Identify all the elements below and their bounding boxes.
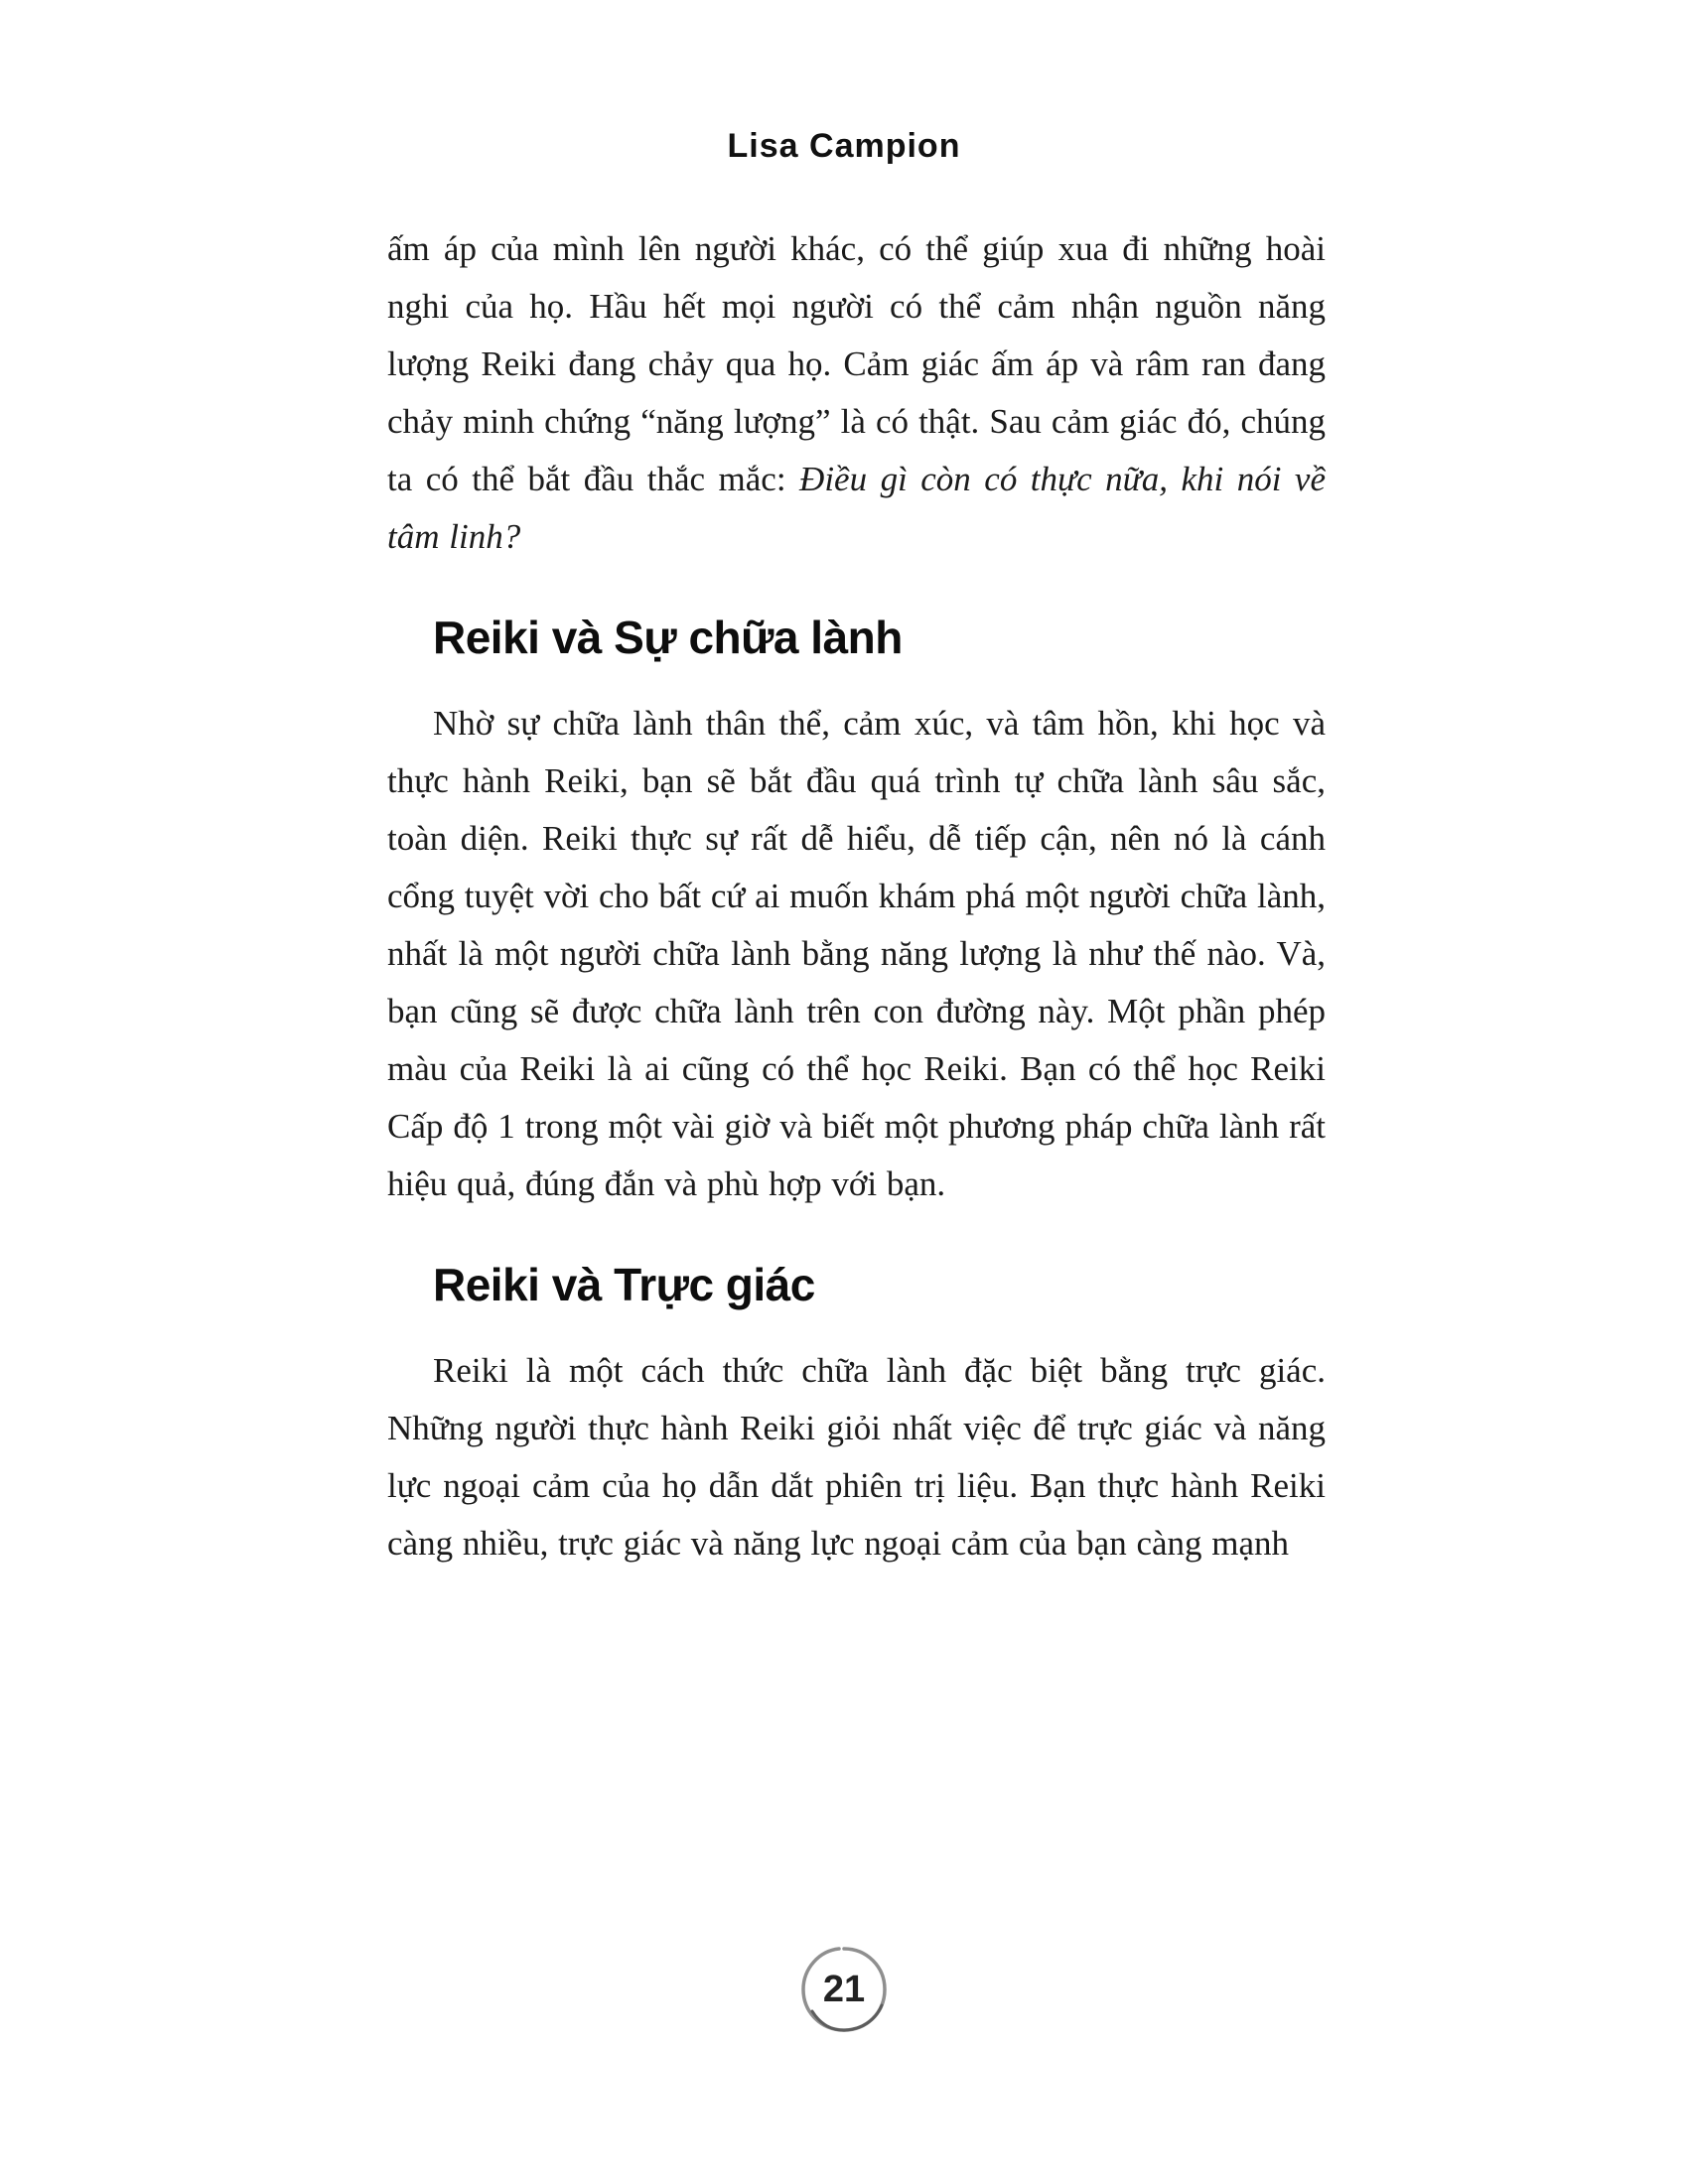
running-header: Lisa Campion	[727, 127, 961, 165]
page-footer	[0, 1938, 1688, 2041]
section-heading-healing: Reiki và Sự chữa lành	[433, 612, 903, 663]
paragraph-continuation	[387, 220, 1326, 566]
page-number-ornament	[792, 1938, 896, 2041]
page-content	[387, 220, 1326, 1572]
paragraph-healing: Nhờ sự chữa lành thân thể, cảm xúc, và tâm hồn, khi học và thực hành Reiki, bạn sẽ bắt đầu quá trình tự chữa lành sâu sắc, toàn diện. Reiki thực sự rất dễ hiểu, dễ tiếp cận, nên nó là cánh cổng tuyệt vời cho bất cứ ai muốn khám phá một người chữa lành, nhất là một người chữa lành bằng năng lượng là như thế nào. Và, bạn cũng sẽ được chữa lành trên con đường này. Một phần phép màu của Reiki là ai cũng có thể học Reiki. Bạn có thể học Reiki Cấp độ 1 trong một vài giờ và biết một phương pháp chữa lành rất hiệu quả, đúng đắn và phù hợp với bạn.	[387, 704, 1326, 1203]
section-heading-intuition: Reiki và Trực giác	[433, 1259, 815, 1310]
paragraph-continuation-italic: Điều gì còn có thực nữa, khi nói về tâm linh?	[387, 460, 1326, 556]
page-number: 21	[822, 1968, 866, 2010]
paragraph-intuition: Reiki là một cách thức chữa lành đặc biệt bằng trực giác. Những người thực hành Reiki giỏi nhất việc để trực giác và năng lực ngoại cảm của họ dẫn dắt phiên trị liệu. Bạn thực hành Reiki càng nhiều, trực giác và năng lực ngoại cảm của bạn càng mạnh	[387, 1351, 1326, 1563]
paragraph-continuation-text: ấm áp của mình lên người khác, có thể giúp xua đi những hoài nghi của họ. Hầu hết mọi người có thể cảm nhận nguồn năng lượng Reiki đang chảy qua họ. Cảm giác ấm áp và râm ran đang chảy minh chứng “năng lượng” là có thật. Sau cảm giác đó, chúng ta có thể bắt đầu thắc mắc:	[387, 229, 1326, 498]
